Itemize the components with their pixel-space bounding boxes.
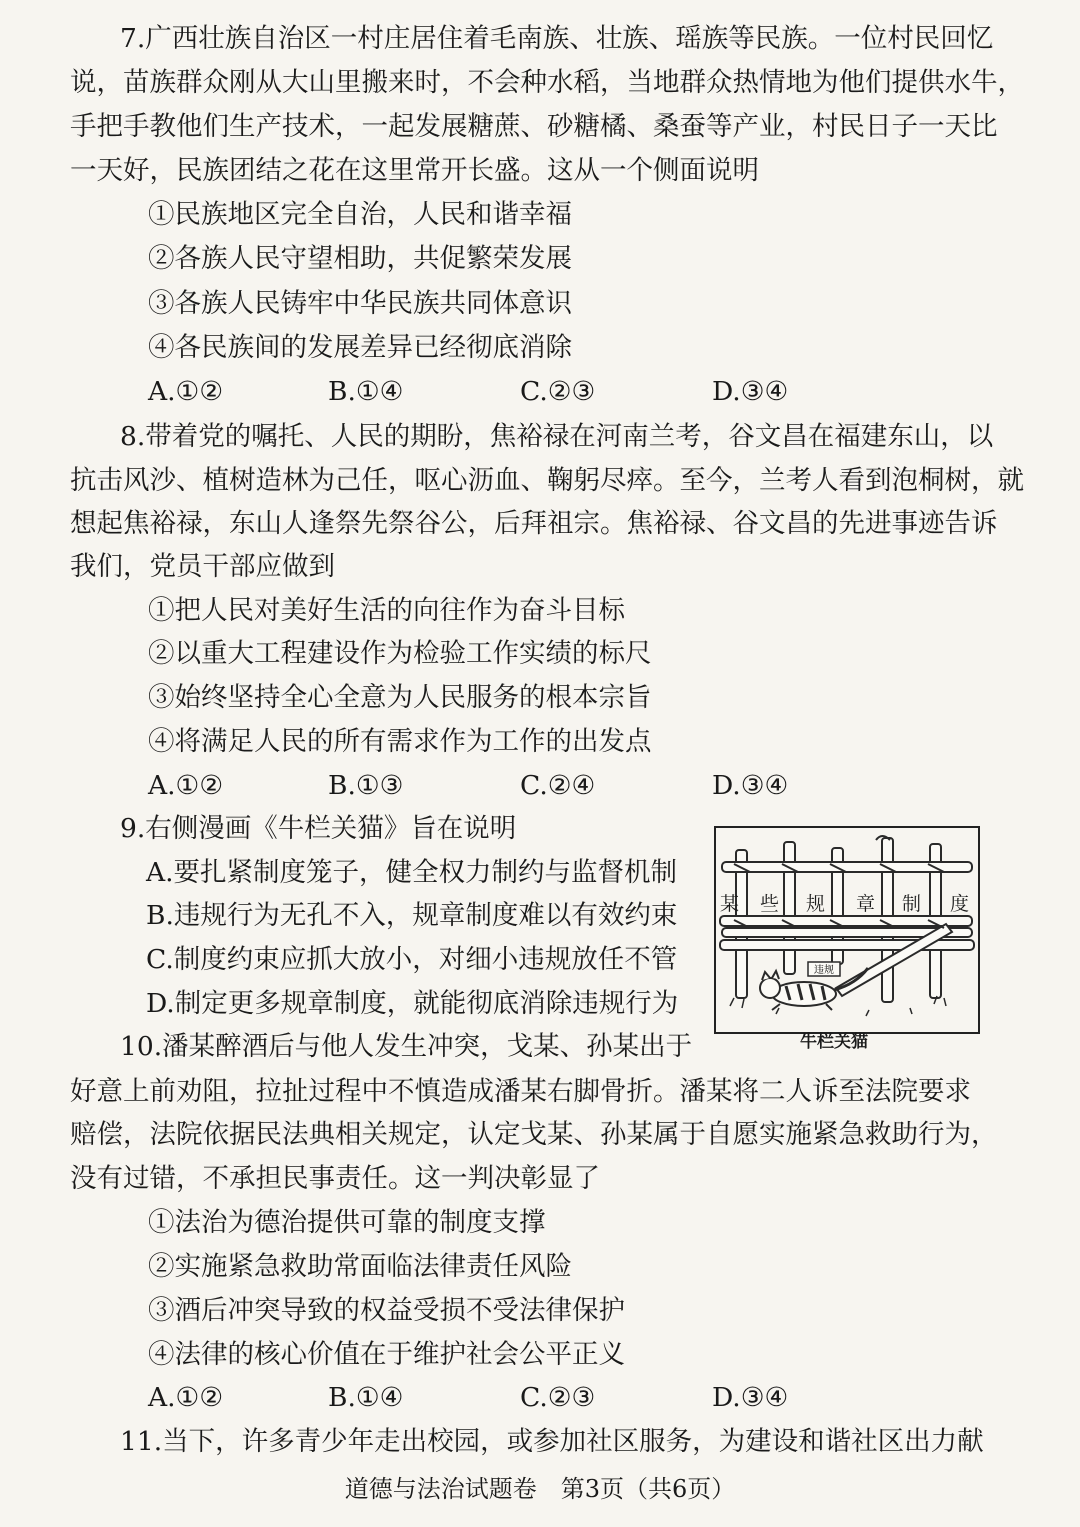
q8-stem-line-1: 8.带着党的嘱托、人民的期盼，焦裕禄在河南兰考，谷文昌在福建东山，以 — [120, 421, 994, 452]
page-footer: 道德与法治试题卷 第3页（共6页） — [344, 1475, 736, 1503]
fence-word-6: 度 — [950, 893, 970, 915]
q10-option-1: ①法治为德治提供可靠的制度支撑 — [148, 1207, 546, 1238]
q10-stem-line-3: 赔偿，法院依据民法典相关规定，认定戈某、孙某属于自愿实施紧急救助行为， — [70, 1119, 998, 1150]
q8-choice-d: D.③④ — [712, 770, 789, 801]
cartoon-drawing — [716, 828, 978, 1032]
q9-option-d: D.制定更多规章制度，就能彻底消除违规行为 — [146, 988, 679, 1019]
q10-choice-d: D.③④ — [712, 1382, 789, 1413]
q8-stem-line-2: 抗击风沙、植树造林为己任，呕心沥血、鞠躬尽瘁。至今，兰考人看到泡桐树，就 — [70, 465, 1024, 496]
q9-option-a: A.要扎紧制度笼子，健全权力制约与监督机制 — [146, 857, 678, 888]
q10-option-3: ③酒后冲突导致的权益受损不受法律保护 — [148, 1295, 625, 1326]
q7-stem-line-4: 一天好，民族团结之花在这里常开长盛。这从一个侧面说明 — [70, 155, 759, 186]
fence-word-4: 章 — [856, 893, 876, 915]
q7-option-1: ①民族地区完全自治，人民和谐幸福 — [148, 199, 572, 230]
q7-option-4: ④各民族间的发展差异已经彻底消除 — [148, 332, 572, 363]
q8-choice-c: C.②④ — [520, 770, 596, 801]
fence-word-2: 些 — [760, 893, 780, 915]
q8-option-3: ③始终坚持全心全意为人民服务的根本宗旨 — [148, 682, 652, 713]
q8-choice-b: B.①③ — [328, 770, 404, 801]
q10-choice-b: B.①④ — [328, 1382, 404, 1413]
q9-option-b: B.违规行为无孔不入，规章制度难以有效约束 — [146, 900, 678, 931]
q10-stem-line-2: 好意上前劝阻，拉扯过程中不慎造成潘某右脚骨折。潘某将二人诉至法院要求 — [70, 1076, 971, 1107]
q8-choice-a: A.①② — [148, 770, 224, 801]
q7-choice-b: B.①④ — [328, 376, 404, 407]
q8-option-1: ①把人民对美好生活的向往作为奋斗目标 — [148, 595, 625, 626]
q7-option-3: ③各族人民铸牢中华民族共同体意识 — [148, 288, 572, 319]
q11-stem-line-1: 11.当下，许多青少年走出校园，或参加社区服务，为建设和谐社区出力献 — [120, 1426, 984, 1457]
q10-option-2: ②实施紧急救助常面临法律责任风险 — [148, 1251, 572, 1282]
q7-option-2: ②各族人民守望相助，共促繁荣发展 — [148, 243, 572, 274]
q8-option-2: ②以重大工程建设作为检验工作实绩的标尺 — [148, 638, 652, 669]
q7-choice-a: A.①② — [148, 376, 224, 407]
fence-word-3: 规 — [806, 893, 826, 915]
q10-choice-c: C.②③ — [520, 1382, 596, 1413]
q9-option-c: C.制度约束应抓大放小，对细小违规放任不管 — [146, 944, 678, 975]
cat-tag: 违规 — [814, 965, 834, 976]
fence-word-5: 制 — [902, 893, 922, 915]
q7-choice-d: D.③④ — [712, 376, 789, 407]
q8-stem-line-3: 想起焦裕禄，东山人逢祭先祭谷公，后拜祖宗。焦裕禄、谷文昌的先进事迹告诉 — [70, 508, 998, 539]
cartoon-cattle-pen-cat — [714, 826, 980, 1034]
q10-stem-line-1: 10.潘某醉酒后与他人发生冲突，戈某、孙某出于 — [120, 1031, 693, 1062]
fence-word-1: 某 — [720, 893, 740, 915]
q10-stem-line-4: 没有过错，不承担民事责任。这一判决彰显了 — [70, 1163, 600, 1194]
cartoon-caption: 牛栏关猫 — [800, 1032, 868, 1052]
q7-stem-line-3: 手把手教他们生产技术，一起发展糖蔗、砂糖橘、桑蚕等产业，村民日子一天比 — [70, 111, 998, 142]
q10-option-4: ④法律的核心价值在于维护社会公平正义 — [148, 1339, 625, 1370]
q7-stem-line-2: 说，苗族群众刚从大山里搬来时，不会种水稻，当地群众热情地为他们提供水牛， — [70, 67, 1024, 98]
q7-choice-c: C.②③ — [520, 376, 596, 407]
q8-option-4: ④将满足人民的所有需求作为工作的出发点 — [148, 726, 652, 757]
q10-choice-a: A.①② — [148, 1382, 224, 1413]
q8-stem-line-4: 我们，党员干部应做到 — [70, 551, 335, 582]
q9-stem: 9.右侧漫画《牛栏关猫》旨在说明 — [120, 813, 517, 844]
q7-stem-line-1: 7.广西壮族自治区一村庄居住着毛南族、壮族、瑶族等民族。一位村民回忆 — [120, 23, 994, 54]
